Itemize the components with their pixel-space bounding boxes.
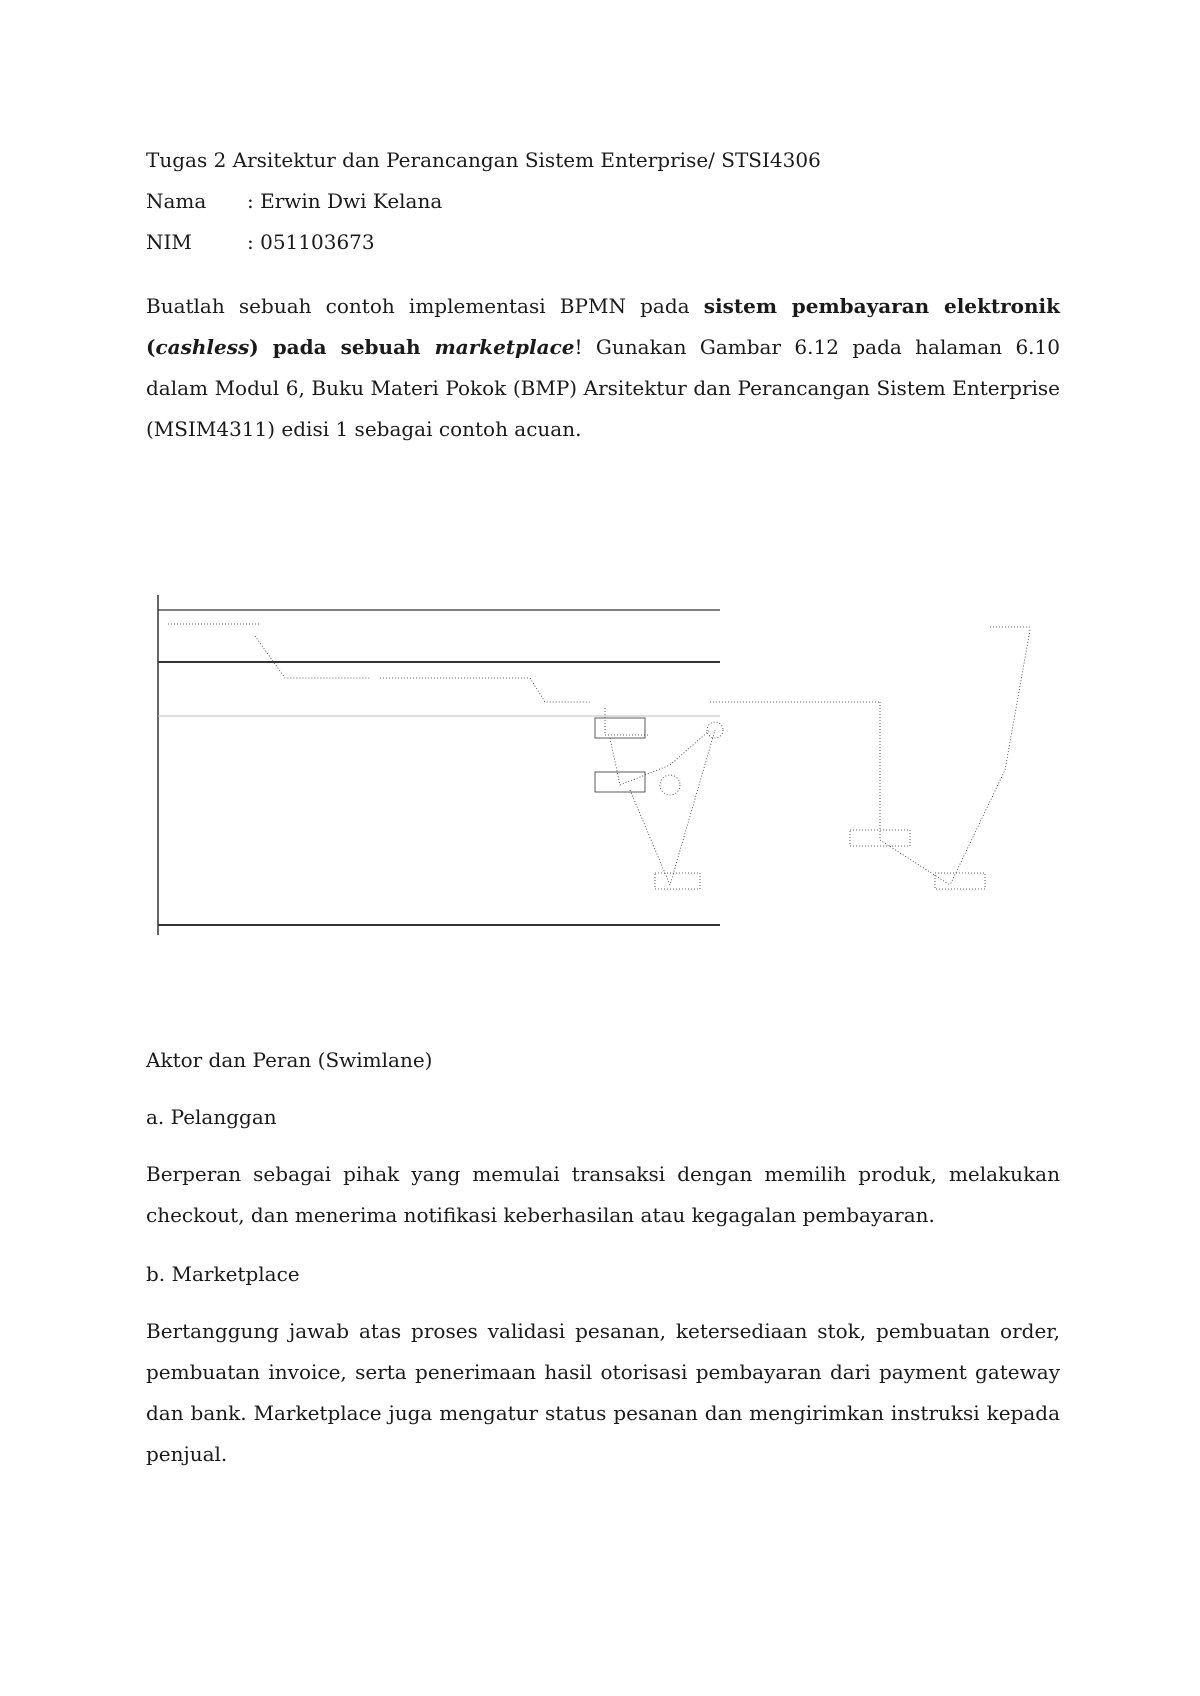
flow-2: [380, 678, 590, 702]
instruction-bold-1: sistem pembayaran elektronik: [703, 294, 1060, 318]
event-end-1: [655, 873, 700, 889]
actor-a-description: [146, 1154, 1060, 1236]
gateway-1: [660, 775, 680, 795]
event-end-2: [935, 873, 985, 889]
flow-8: [950, 630, 1030, 885]
instruction-paragraph: [146, 286, 1060, 450]
flow-1: [255, 636, 370, 678]
flow-3: [605, 708, 650, 735]
actor-b-title: b. Marketplace: [146, 1262, 300, 1286]
section-heading: Aktor dan Peran (Swimlane): [146, 1048, 433, 1072]
nim-value: : 051103673: [247, 230, 375, 254]
instruction-text-2: (: [146, 335, 156, 359]
actor-a: [146, 1097, 1060, 1138]
instruction-bold-3: marketplace: [434, 335, 575, 359]
actors-section: [146, 1040, 1060, 1081]
nim-row: [146, 222, 1060, 263]
actor-a-title: a. Pelanggan: [146, 1105, 277, 1129]
instruction-text-1: Buatlah sebuah contoh implementasi BPMN pada: [146, 294, 704, 318]
instruction-text-4: ! Gunakan Gambar 6.12 pada halaman 6.10 dalam Modul 6, Buku Materi Pokok (BMP) Arsitektur dan Perancangan Sistem Enterprise (MSIM4311) edisi 1 sebagai contoh acuan.: [146, 335, 1060, 441]
actor-b: [146, 1254, 1060, 1295]
task-box-2: [595, 772, 645, 792]
actor-b-desc: Bertanggung jawab atas proses validasi pesanan, ketersediaan stok, pembuatan order, pembuatan invoice, serta penerimaan hasil otorisasi pembayaran dari payment gateway dan bank. Marketplace juga mengatur status pesanan dan mengirimkan instruksi kepada penjual.: [146, 1319, 1060, 1466]
nim-label: NIM: [146, 230, 192, 254]
document-header: [146, 140, 1060, 263]
flow-5: [630, 730, 715, 885]
name-value: : Erwin Dwi Kelana: [247, 189, 443, 213]
assignment-title: Tugas 2 Arsitektur dan Perancangan Sistem Enterprise/ STSI4306: [146, 148, 821, 172]
bpmn-diagram: [150, 590, 1080, 950]
assignment-instruction: [146, 286, 1060, 450]
actor-b-description: [146, 1311, 1060, 1475]
name-row: [146, 181, 1060, 222]
flow-7: [880, 702, 950, 885]
instruction-text-3: ) pada sebuah: [249, 335, 435, 359]
actor-a-desc: Berperan sebagai pihak yang memulai transaksi dengan memilih produk, melakukan checkout, dan menerima notifikasi keberhasilan atau kegagalan pembayaran.: [146, 1162, 1060, 1227]
instruction-bold-2: cashless: [155, 335, 250, 359]
name-label: Nama: [146, 189, 207, 213]
